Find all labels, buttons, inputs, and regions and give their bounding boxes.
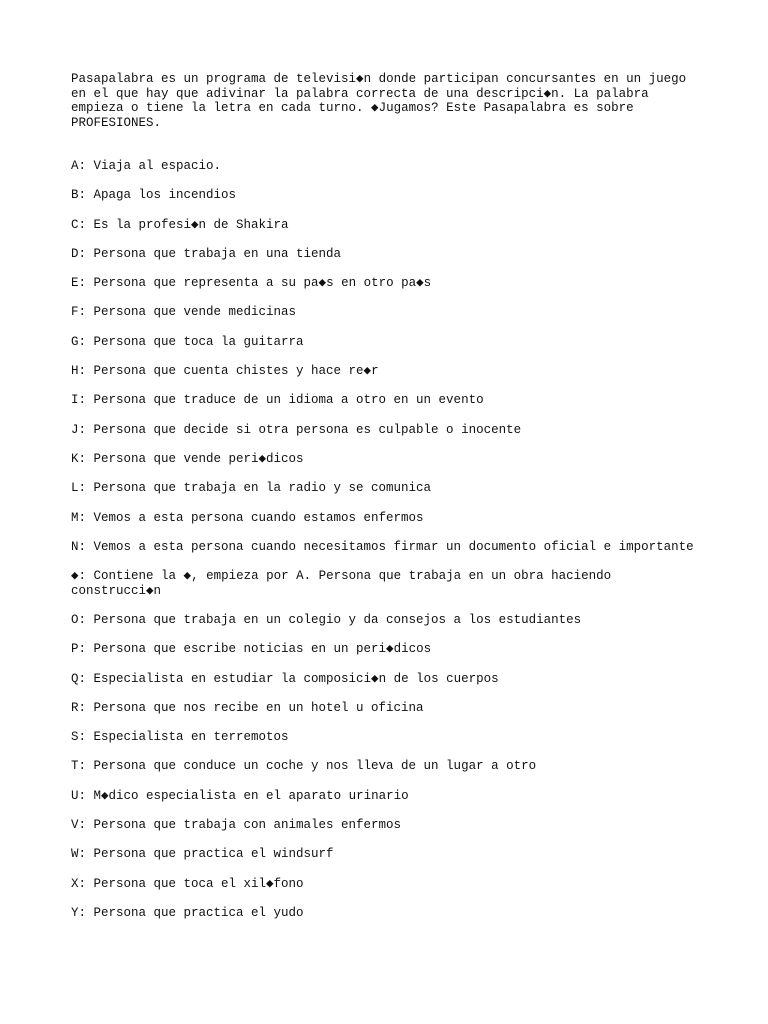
clue-a: A: Viaja al espacio. bbox=[71, 159, 222, 173]
clue-y: Y: Persona que practica el yudo bbox=[71, 905, 304, 920]
clue-f: F: Persona que vende medicinas bbox=[71, 305, 297, 320]
clue-r: R: Persona que nos recibe en un hotel u oficina bbox=[71, 700, 424, 715]
clue-m: M: Vemos a esta persona cuando estamos enfermos bbox=[71, 510, 424, 525]
clue-k: K: Persona que vende peri◆dicos bbox=[71, 451, 304, 466]
clue-l: L: Persona que trabaja en la radio y se comunica bbox=[71, 481, 432, 496]
clue-t: T: Persona que conduce un coche y nos lleva de un lugar a otro bbox=[71, 759, 537, 774]
clue-i: I: Persona que traduce de un idioma a otro en un evento bbox=[71, 393, 484, 408]
clue-v: V: Persona que trabaja con animales enfermos bbox=[71, 818, 402, 833]
clue-w: W: Persona que practica el windsurf bbox=[71, 847, 334, 862]
clue-x: X: Persona que toca el xil◆fono bbox=[71, 876, 304, 891]
clue-h: H: Persona que cuenta chistes y hace re◆r bbox=[71, 364, 379, 379]
clue-q: Q: Especialista en estudiar la composici◆n de los cuerpos bbox=[71, 671, 499, 686]
clue-c: C: Es la profesi◆n de Shakira bbox=[71, 217, 289, 232]
clue-n: N: Vemos a esta persona cuando necesitamos firmar un documento oficial e importante bbox=[71, 539, 694, 554]
clue-p: P: Persona que escribe noticias en un peri◆dicos bbox=[71, 642, 432, 657]
clue-o: O: Persona que trabaja en un colegio y da consejos a los estudiantes bbox=[71, 612, 582, 627]
clue-b: B: Apaga los incendios bbox=[71, 188, 237, 203]
clue-s: S: Especialista en terremotos bbox=[71, 730, 289, 745]
clue-enye: ◆: Contiene la ◆, empieza por A. Persona que trabaja en un obra haciendo construcci◆n bbox=[71, 569, 612, 598]
intro-paragraph: Pasapalabra es un programa de televisi◆n donde participan concursantes en un juego en el que hay que adivinar la palabra correcta de una descripci◆n. La palabra empieza o tiene la letra en cada turno. ◆Jugamos? Este Pasapalabra es sobre PROFESIONES. bbox=[71, 72, 687, 130]
clue-u: U: M◆dico especialista en el aparato urinario bbox=[71, 788, 409, 803]
clue-g: G: Persona que toca la guitarra bbox=[71, 334, 304, 349]
document-page bbox=[71, 72, 711, 935]
clue-j: J: Persona que decide si otra persona es culpable o inocente bbox=[71, 422, 522, 437]
clue-d: D: Persona que trabaja en una tienda bbox=[71, 246, 342, 261]
clue-e: E: Persona que representa a su pa◆s en otro pa◆s bbox=[71, 276, 432, 291]
clue-list bbox=[71, 159, 711, 920]
